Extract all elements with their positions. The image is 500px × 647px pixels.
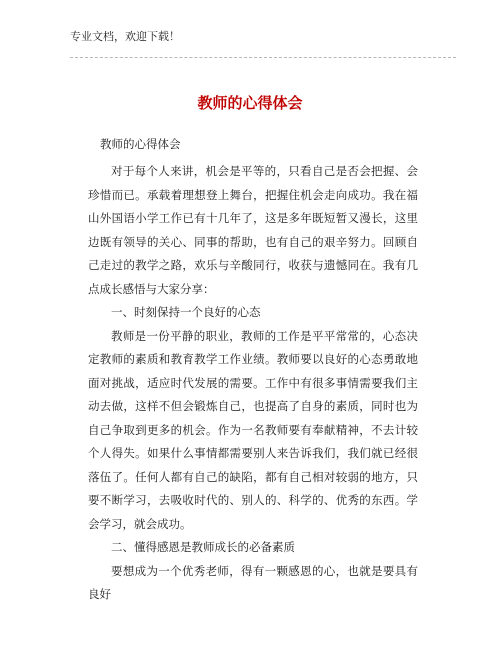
- document-subtitle: 教师的心得体会: [100, 137, 181, 151]
- section-heading-2: 二、懂得感恩是教师成长的必备素质: [111, 540, 295, 554]
- page-header: 专业文档，欢迎下载！: [70, 30, 180, 43]
- document-body: [88, 160, 418, 607]
- document-title: 教师的心得体会: [197, 94, 303, 112]
- paragraph-section-1: 教师是一份平静的职业，教师的工作是平平常常的，心态决定教师的素质和教育教学工作业绩。教师要以良好的心态勇敢地面对挑战，适应时代发展的需要。工作中有很多事情需要我们主动去做，这样不但会锻炼自己，也提高了自身的素质，同时也为自己争取到更多的机会。作为一名教师要有奉献精神，不去计较个人得失。如果什么事情都需要别人来告诉我们，我们就已经很落伍了。任何人都有自己的缺陷，都有自己相对较弱的地方，只要不断学习，去吸收时代的、别人的、科学的、优秀的东西。学会学习，就会成功。: [88, 328, 418, 531]
- paragraph-intro: 对于每个人来讲，机会是平等的，只看自己是否会把握、会珍惜而已。承载着理想登上舞台，把握住机会走向成功。我在福山外国语小学工作已有十几年了，这是多年既短暂又漫长，这里边既有领导的关心、同事的帮助，也有自己的艰辛努力。回顾自己走过的教学之路，欢乐与辛酸同行，收获与遗憾同在。我有几点成长感悟与大家分享：: [88, 164, 418, 296]
- header-divider: [70, 57, 456, 58]
- section-heading-1: 一、时刻保持一个良好的心态: [111, 305, 261, 319]
- paragraph-section-2: 要想成为一个优秀老师，得有一颗感恩的心，也就是要具有良好: [88, 563, 418, 601]
